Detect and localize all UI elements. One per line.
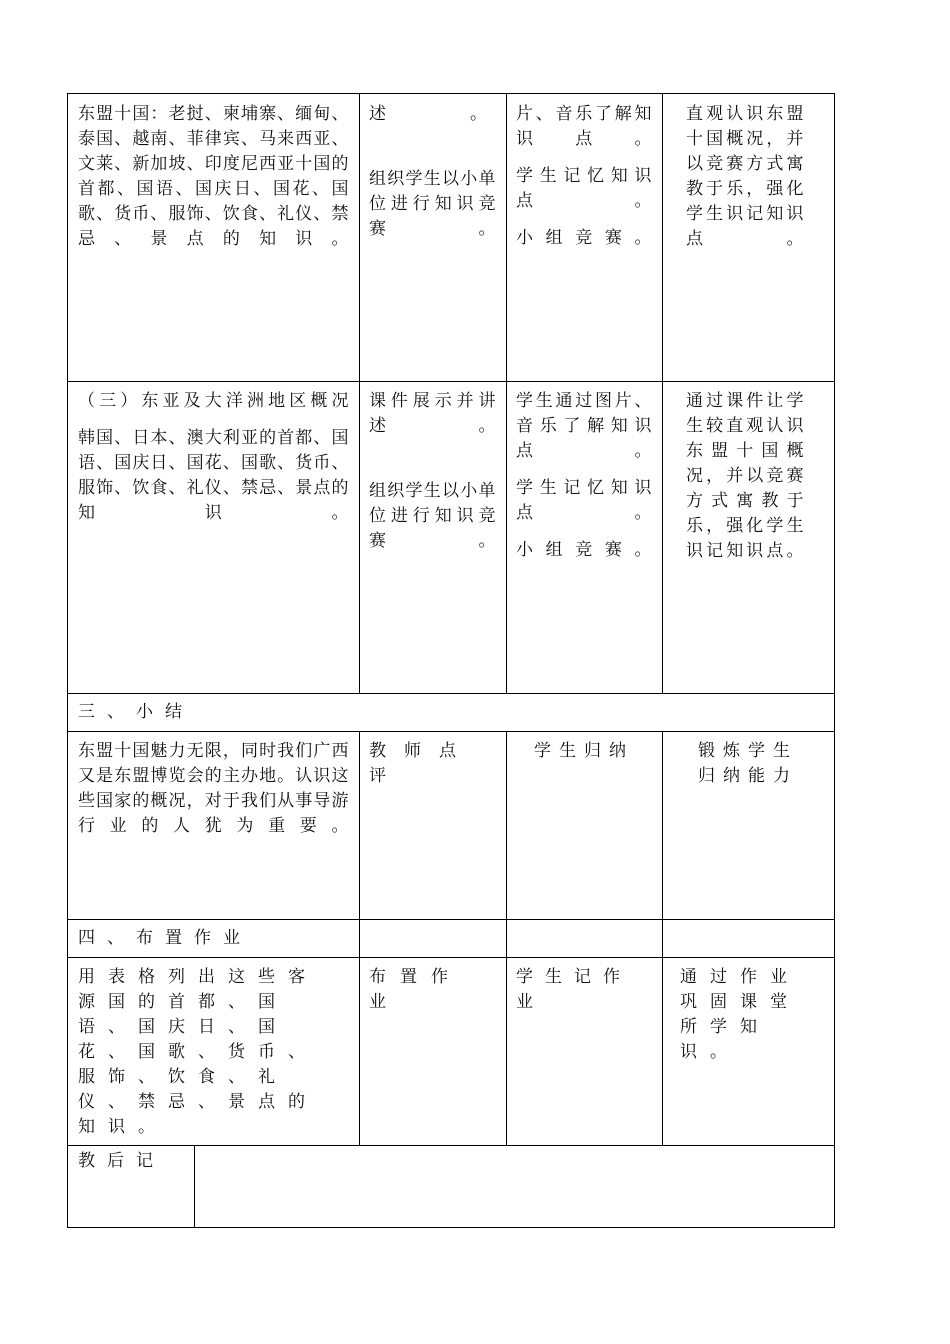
row1-student-text-1: 片、音乐了解知识点。 [516, 104, 652, 149]
homework-content-text: 用表格列出这些客源国的首都、国语、国庆日、国花、国歌、货币、服饰、饮食、礼仪、禁忌、景点的知识。 [78, 967, 318, 1137]
row2-intent-cell [662, 381, 834, 693]
row1-intent-cell [662, 94, 834, 381]
homework-teacher-text: 布置作业 [369, 967, 462, 1012]
row2-student-text-2: 学生记忆知识点。 [516, 478, 652, 523]
row2-teacher-cell [359, 381, 506, 693]
summary-content-cell [68, 731, 359, 919]
row1-intent-text: 直观认识东盟十国概况，并以竞赛方式寓教于乐，强化学生识记知识点。 [686, 104, 804, 249]
row1-teacher-text-2: 组织学生以小单位进行知识竞赛。 [369, 169, 496, 239]
row2-student-text-3: 小组竞赛。 [516, 540, 652, 560]
section4-title: 四、布置作业 [78, 928, 252, 948]
row2-student-text-1: 学生通过图片、音乐了解知识点。 [516, 391, 652, 461]
row2-content-heading: （三）东亚及大洋洲地区概况 [78, 391, 349, 411]
postscript-label: 教后记 [78, 1151, 165, 1171]
lesson-plan-table [67, 93, 835, 1228]
row1-content-text: 东盟十国：老挝、柬埔寨、缅甸、泰国、越南、菲律宾、马来西亚、文莱、新加坡、印度尼西亚十国的首都、国语、国庆日、国花、国歌、货币、服饰、饮食、礼仪、禁忌、景点的知识。 [78, 104, 349, 249]
row1-student-text-2: 学生记忆知识点。 [516, 166, 652, 211]
row2-teacher-text-1: 课件展示并讲述。 [369, 391, 496, 436]
summary-student-text: 学生归纳 [534, 741, 634, 761]
homework-student-text: 学生记作业 [516, 967, 632, 1012]
row2-student-cell [506, 381, 662, 693]
row1-student-text-3: 小组竞赛。 [516, 228, 652, 248]
summary-intent-text: 锻炼学生归纳能力 [698, 741, 798, 786]
row1-content-cell [68, 94, 359, 381]
postscript-value[interactable] [194, 1145, 834, 1227]
row1-teacher-text-1: 述。 [369, 104, 496, 124]
summary-teacher-text: 教师点评 [369, 741, 474, 786]
homework-intent-text: 通过作业巩固课堂所学知识。 [680, 967, 800, 1062]
row2-content-cell [68, 381, 359, 693]
row2-teacher-text-2: 组织学生以小单位进行知识竞赛。 [369, 481, 496, 551]
row2-content-text: 韩国、日本、澳大利亚的首都、国语、国庆日、国花、国歌、货币、服饰、饮食、礼仪、禁忌、景点的知识。 [78, 428, 349, 523]
section3-title: 三、小结 [78, 702, 194, 722]
row1-student-cell [506, 94, 662, 381]
row2-intent-text: 通过课件让学生较直观认识东盟十国概况，并以竞赛方式寓教于乐，强化学生识记知识点。 [686, 391, 804, 561]
row1-teacher-cell [359, 94, 506, 381]
summary-content-text: 东盟十国魅力无限，同时我们广西又是东盟博览会的主办地。认识这些国家的概况，对于我们从事导游行业的人犹为重要。 [78, 741, 349, 836]
